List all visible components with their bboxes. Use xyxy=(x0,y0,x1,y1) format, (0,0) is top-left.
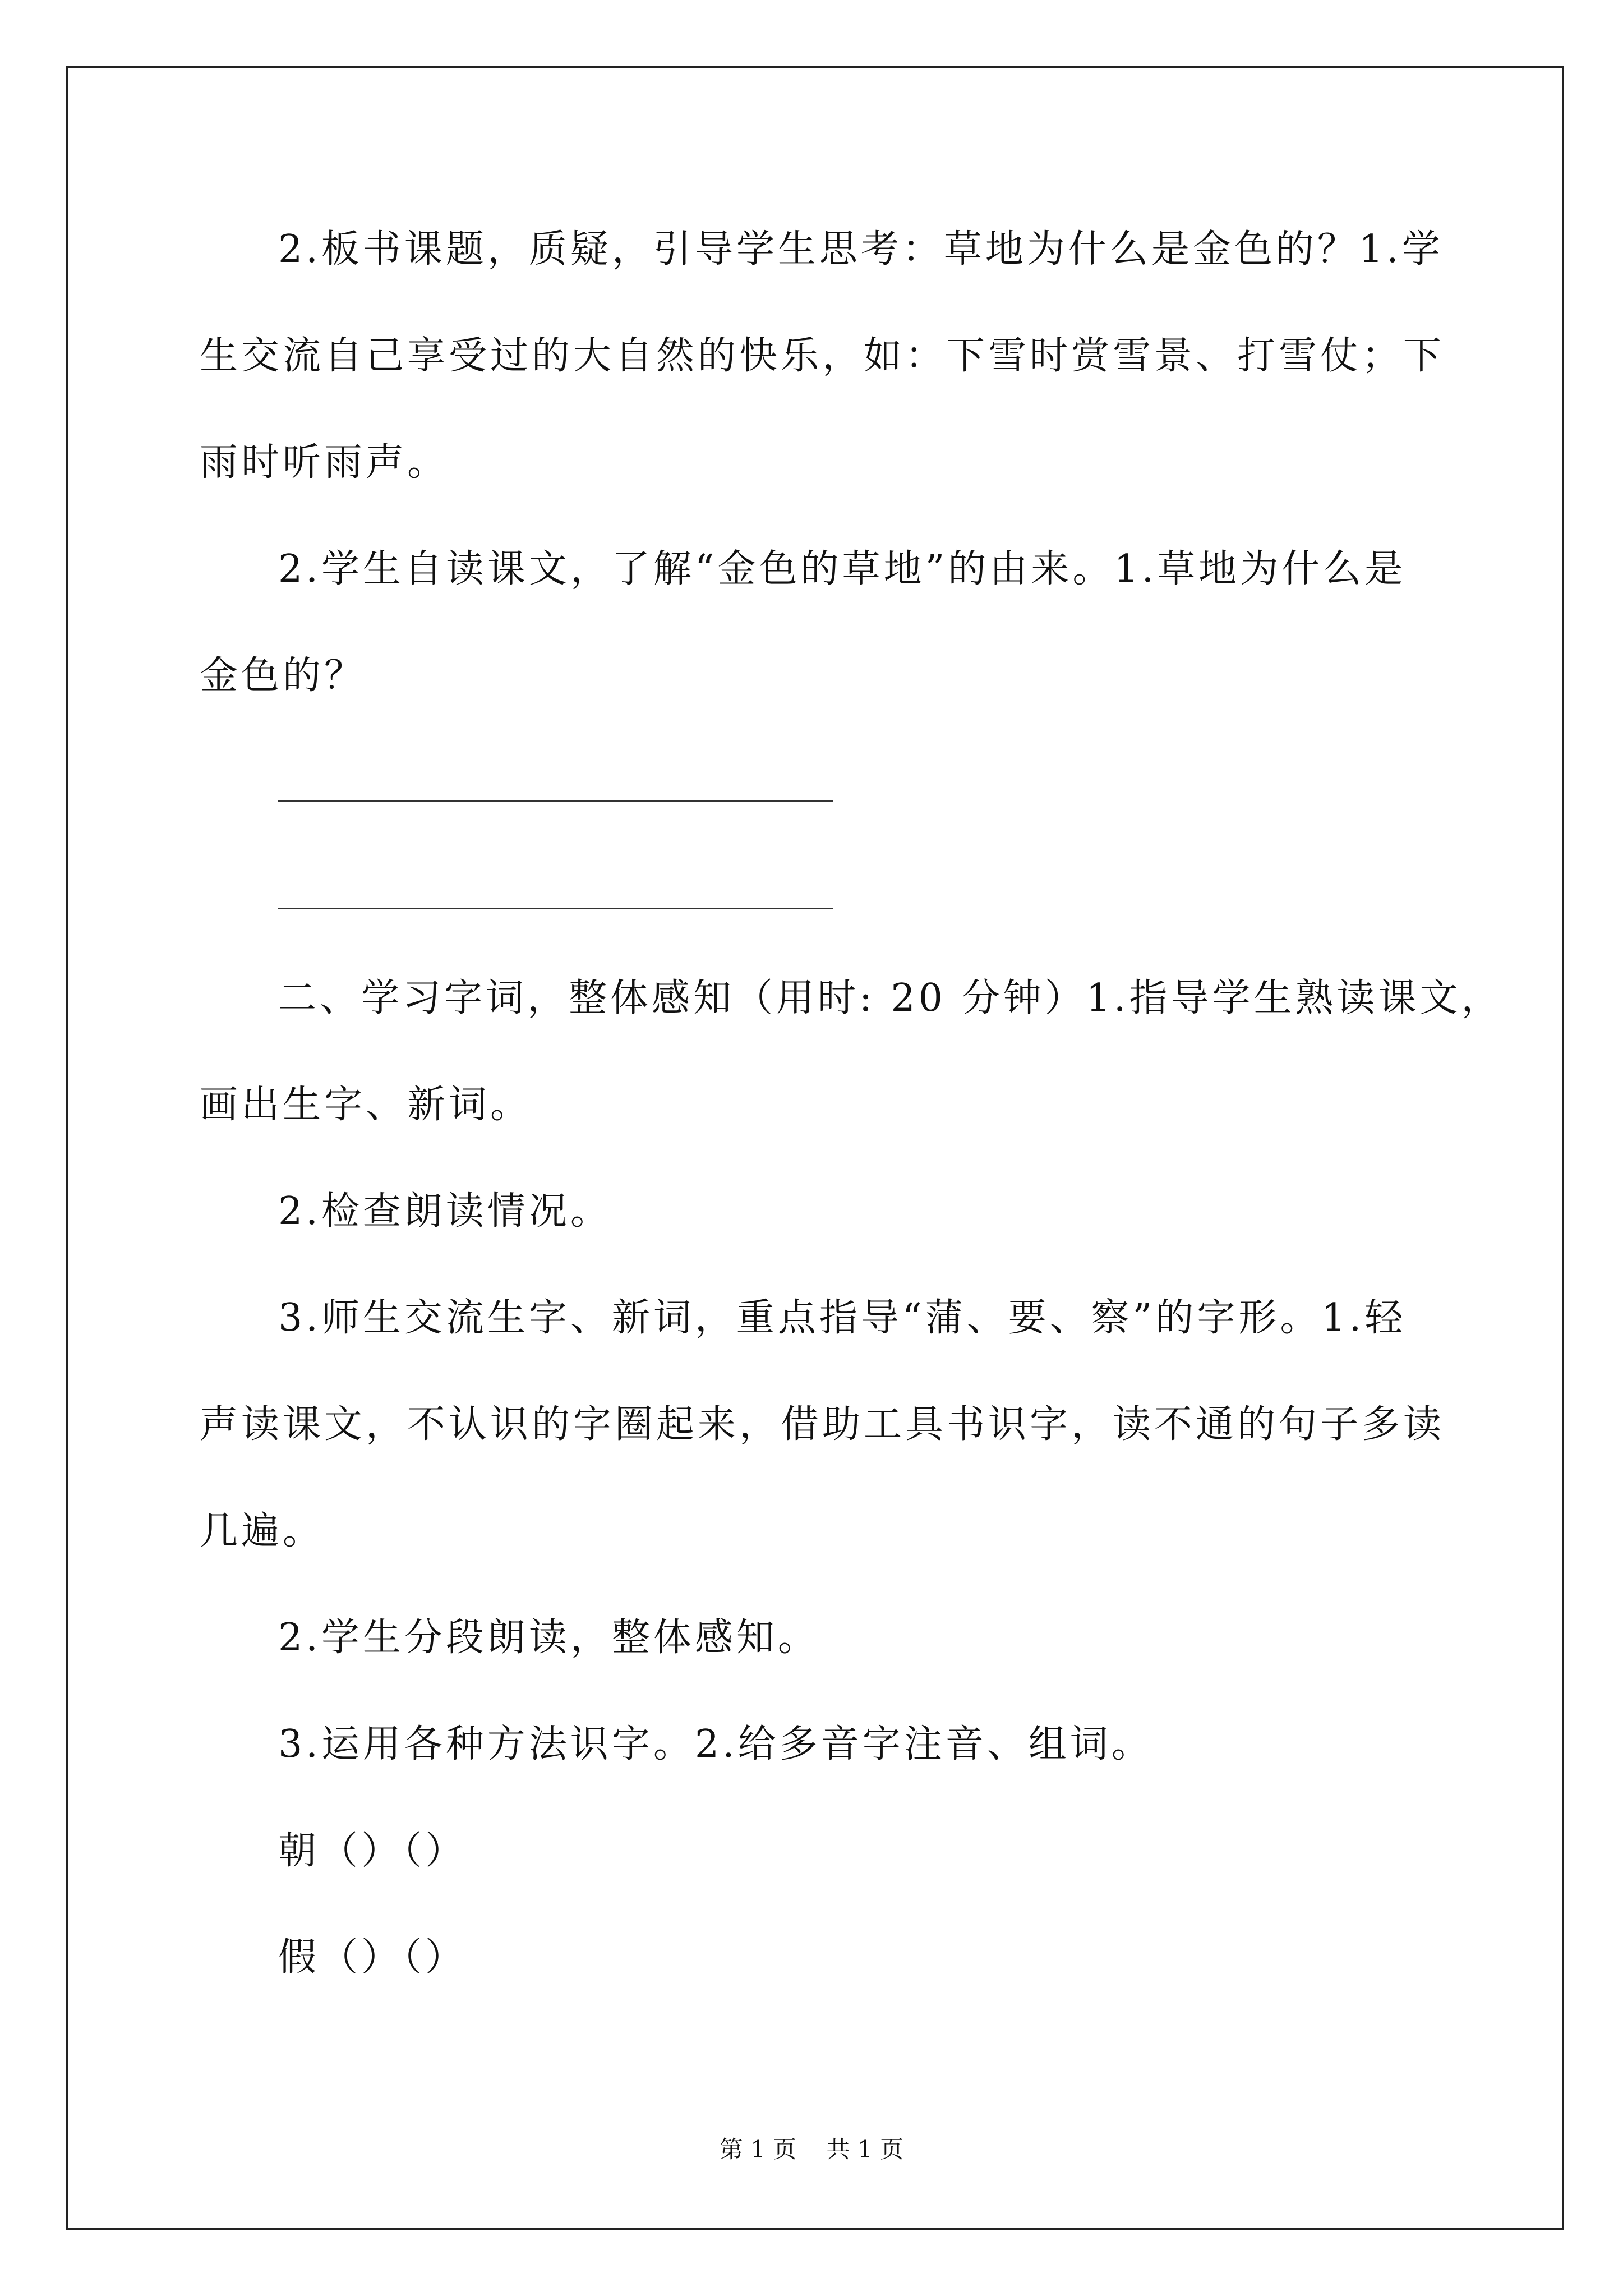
paragraph-line: 3.师生交流生字、新词，重点指导“蒲、要、察”的字形。1.轻 xyxy=(278,1296,1407,1340)
paragraph-line: 3.运用各种方法识字。2.给多音字注音、组词。 xyxy=(278,1722,1153,1766)
paragraph-line: 假（）（） xyxy=(278,1935,467,1980)
paragraph-line: 声读课文，不认识的字圈起来，借助工具书识字，读不通的句子多读 xyxy=(200,1402,1445,1447)
paragraph-line: 朝（）（） xyxy=(278,1829,467,1873)
page-footer xyxy=(0,2133,1623,2166)
paragraph-line: 几遍。 xyxy=(200,1509,325,1553)
paragraph-line: 2.学生分段朗读，整体感知。 xyxy=(278,1616,819,1660)
page-total: 共 1 页 xyxy=(826,2136,904,2163)
paragraph-line: 2.学生自读课文，了解“金色的草地”的由来。1.草地为什么是 xyxy=(278,547,1407,591)
paragraph-line: 画出生字、新词。 xyxy=(200,1083,532,1127)
fill-in-blank-line xyxy=(278,908,833,909)
paragraph-line: 2.检查朗读情况。 xyxy=(278,1189,612,1234)
paragraph-line: 雨时听雨声。 xyxy=(200,440,449,485)
paragraph-line: 2.板书课题，质疑，引导学生思考：草地为什么是金色的？1.学 xyxy=(278,227,1444,272)
fill-in-blank-line xyxy=(278,800,833,802)
paragraph-line: 二、学习字词，整体感知（用时: 20 分钟）1.指导学生熟读课文， xyxy=(278,976,1503,1020)
paragraph-line: 生交流自己享受过的大自然的快乐，如：下雪时赏雪景、打雪仗；下 xyxy=(200,334,1445,378)
page-border xyxy=(66,66,1564,2230)
page-number: 第 1 页 xyxy=(719,2136,797,2163)
paragraph-line: 金色的？ xyxy=(200,654,366,698)
